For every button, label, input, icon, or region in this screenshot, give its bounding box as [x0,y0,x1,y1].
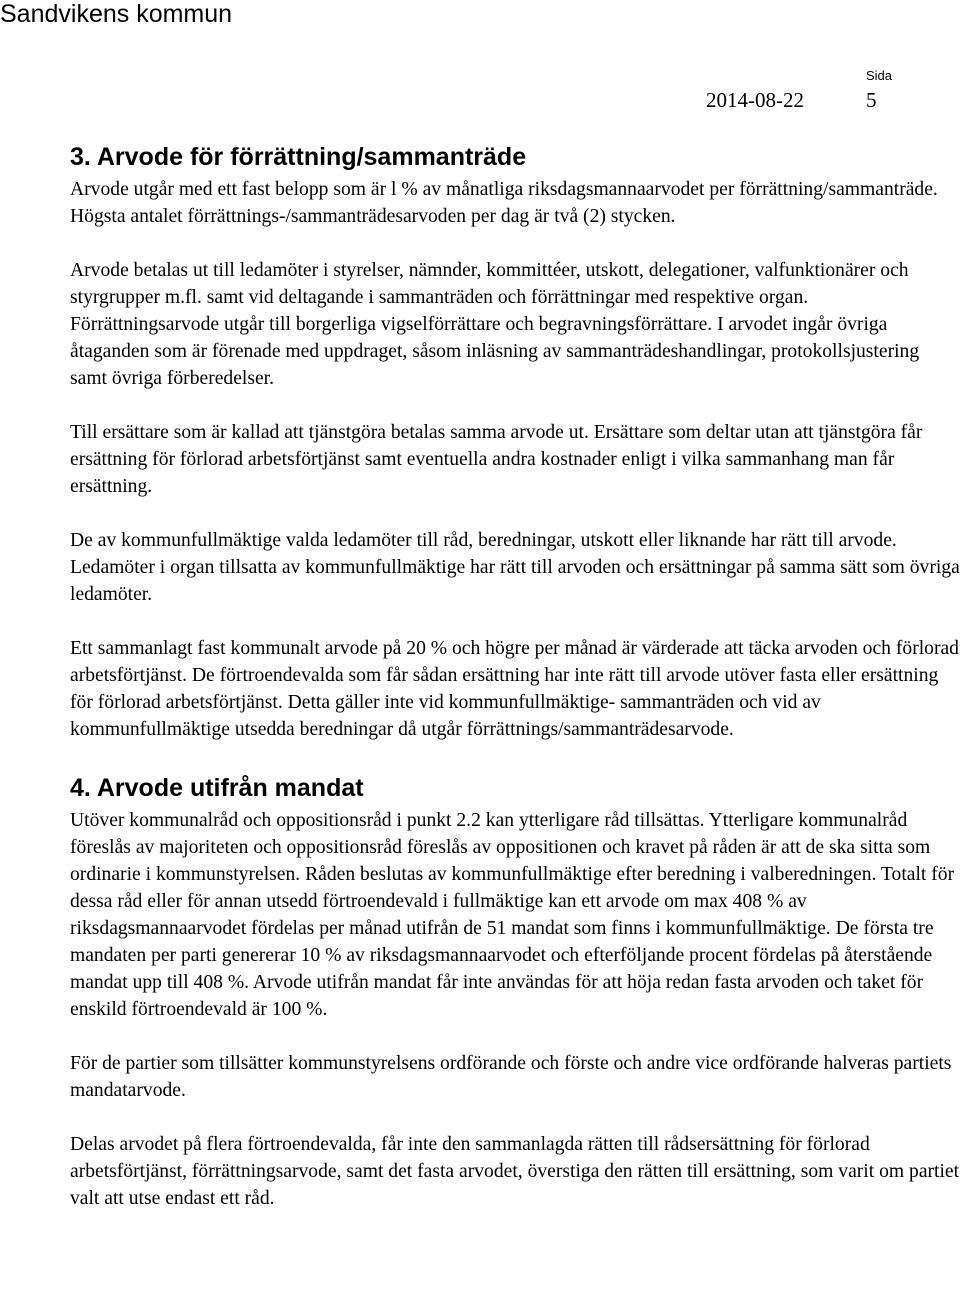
section-4-paragraph-1: Utöver kommunalråd och oppositionsråd i punkt 2.2 kan ytterligare råd tillsättas. Ytterligare kommunalråd föreslås av majoriteten och oppositionsråd föreslås av oppositionen och kravet på råden är att de ska sitta som ordinarie i kommunstyrelsen. Råden beslutas av kommunfullmäktige efter beredning i valberedningen. Totalt för dessa råd eller för annan utsedd förtroendevald i fullmäktige kan ett arvode om max 408 % av riksdagsmannaarvodet fördelas per månad utifrån de 51 mandat som finns i kommunfullmäktige. De första tre mandaten per parti genererar 10 % av riksdagsmannaarvodet och efterföljande procent fördelas på återstående mandat upp till 408 %. Arvode utifrån mandat får inte användas för att höja redan fasta arvoden och taket för enskild förtroendevald är 100 %. [70,810,955,1020]
section-3-paragraph-4: De av kommunfullmäktige valda ledamöter till råd, beredningar, utskott eller liknande har rätt till arvode. Ledamöter i organ tillsatta av kommunfullmäktige har rätt till arvoden och ersättningar på samma sätt som övriga ledamöter. [70,530,960,605]
section-4-paragraph-2: För de partier som tillsätter kommunstyrelsens ordförande och förste och andre vice ordförande halveras partiets mandatarvode. [70,1053,952,1101]
section-3-paragraph-3: Till ersättare som är kallad att tjänstgöra betalas samma arvode ut. Ersättare som deltar utan att tjänstgöra får ersättning för förlorad arbetsförtjänst samt eventuella andra kostnader enligt i vilka sammanhang man får ersättning. [70,422,923,497]
organization-name: Sandvikens kommun [0,0,233,28]
section-3-paragraph-5: Ett sammanlagt fast kommunalt arvode på 20 % och högre per månad är värderade att täcka arvoden och förlorad arbetsförtjänst. De förtroendevalda som får sådan ersättning har inte rätt till arvode utöver fasta eller ersättning för förlorad arbetsförtjänst. Detta gäller inte vid kommunfullmäktige- sammanträden och vid av kommunfullmäktige utsedda beredningar då utgår förrättnings/sammanträdesarvode. [70,638,959,740]
document-body [70,140,960,1212]
section-3-heading: 3. Arvode för förrättning/sammanträde [70,143,527,171]
section-3-paragraph-2: Arvode betalas ut till ledamöter i styrelser, nämnder, kommittéer, utskott, delegationer, valfunktionärer och styrgrupper m.fl. samt vid deltagande i sammanträden och förrättningar med respektive organ. Förrättningsarvode utgår till borgerliga vigselförrättare och begravningsförrättare. I arvodet ingår övriga åtaganden som är förenade med uppdraget, såsom inläsning av sammanträdeshandlingar, protokollsjustering samt övriga förberedelser. [70,260,920,389]
section-3-paragraph-1: Arvode utgår med ett fast belopp som är l % av månatliga riksdagsmannaarvodet per förrättning/sammanträde. Högsta antalet förrättnings-/sammanträdesarvoden per dag är två (2) stycken. [70,179,938,227]
page-number: 5 [866,88,877,112]
section-4-heading: 4. Arvode utifrån mandat [70,774,364,802]
page-label: Sida [866,68,893,83]
document-date: 2014-08-22 [706,88,804,112]
section-4-paragraph-3: Delas arvodet på flera förtroendevalda, får inte den sammanlagda rätten till rådsersättning för förlorad arbetsförtjänst, förrättningsarvode, samt det fasta arvodet, överstiga den rätten till ersättning, som varit om partiet valt att utse endast ett råd. [70,1134,960,1209]
